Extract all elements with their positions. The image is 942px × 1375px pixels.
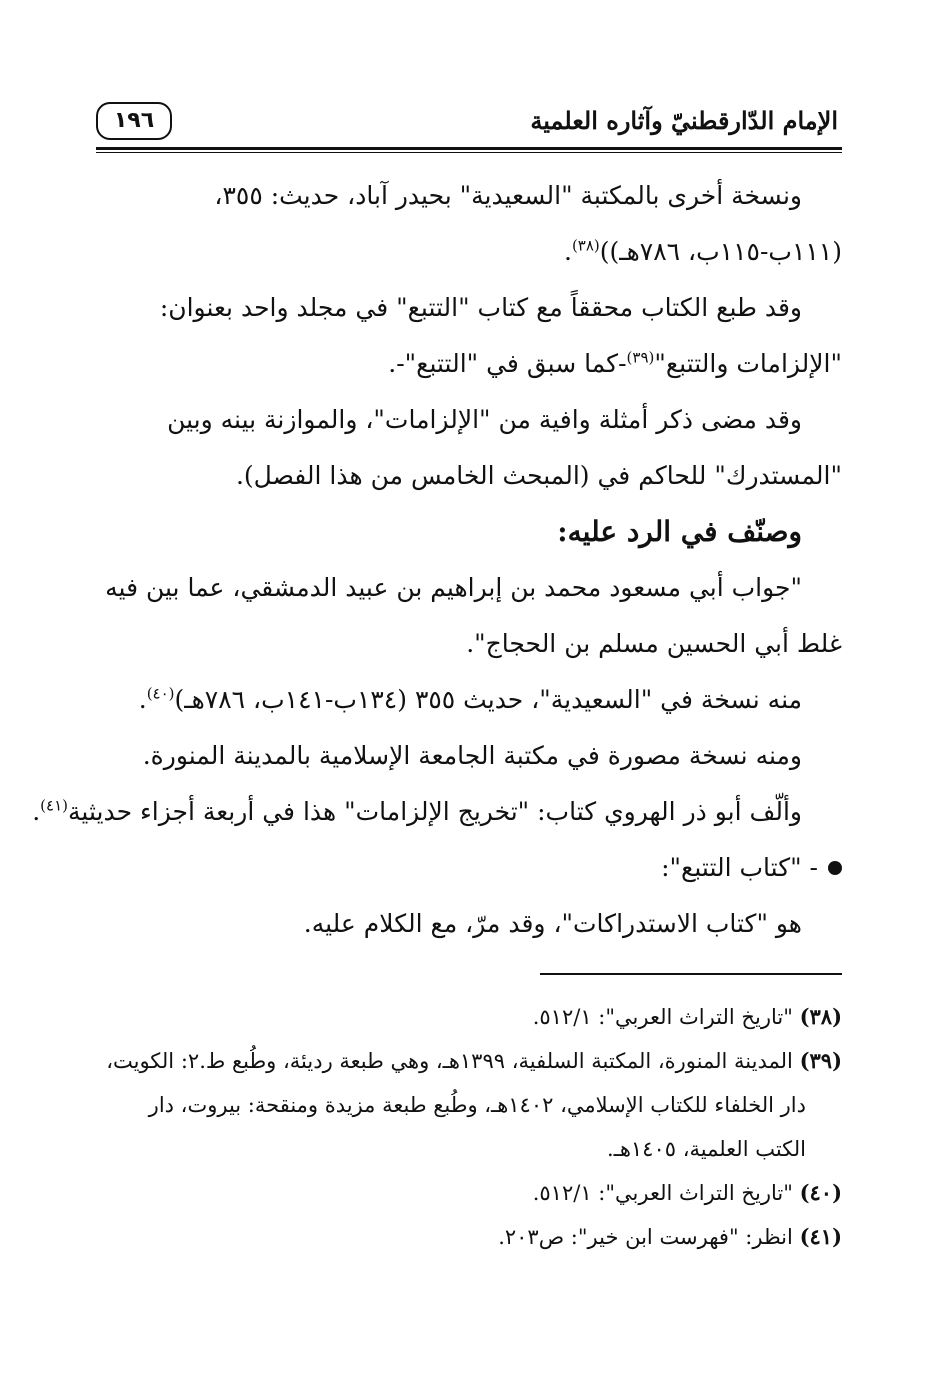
- text-run: وألّف أبو ذر الهروي كتاب: "تخريج الإلزامات" هذا في أربعة أجزاء حديثية: [68, 797, 802, 826]
- paragraph-line: "جواب أبي مسعود محمد بن إبراهيم بن عبيد الدمشقي، عما بين فيه: [105, 573, 802, 602]
- footnote-text: "تاريخ التراث العربي": ٥١٢/١.: [532, 1181, 793, 1205]
- paragraph-line: وقد مضى ذكر أمثلة وافية من "الإلزامات"، والموازنة بينه وبين: [167, 405, 802, 434]
- section-heading: وصنّف في الرد عليه:: [557, 515, 802, 548]
- header-rule-thin: [96, 152, 842, 153]
- bullet-icon: [828, 861, 842, 875]
- main-text: [32, 168, 842, 952]
- text-run: .: [563, 237, 572, 266]
- header-rule: [96, 147, 842, 150]
- page-header: [96, 100, 842, 146]
- footnote: [100, 1215, 842, 1259]
- footnote-text: انظر: "فهرست ابن خير": ص٢٠٣.: [498, 1225, 793, 1249]
- paragraph-line: [32, 784, 842, 840]
- text-run: -كما سبق في "التتبع"-.: [388, 349, 627, 378]
- paragraph-line: ونسخة أخرى بالمكتبة "السعيدية" بحيدر آباد، حديث: ٣٥٥،: [214, 181, 802, 210]
- footnote-ref[interactable]: (٣٩): [626, 348, 655, 367]
- footnote-number: (٣٨): [799, 1004, 842, 1029]
- footnote: [100, 1171, 842, 1215]
- footnote-ref[interactable]: (٣٨): [571, 236, 600, 255]
- footnote: [100, 995, 842, 1039]
- footnotes: [100, 995, 842, 1259]
- footnote-number: (٤١): [799, 1224, 842, 1249]
- paragraph-line: ومنه نسخة مصورة في مكتبة الجامعة الإسلامية بالمدينة المنورة.: [142, 741, 802, 770]
- footnote-number: (٣٩): [799, 1048, 842, 1073]
- footnote-text: "تاريخ التراث العربي": ٥١٢/١.: [532, 1005, 793, 1029]
- paragraph-line: [100, 672, 842, 728]
- text-run: منه نسخة في "السعيدية"، حديث ٣٥٥ (١٣٤ب-١٤١ب، ٧٨٦هـ): [174, 685, 802, 714]
- paragraph-line: [100, 224, 842, 280]
- page-number: ١٩٦: [96, 102, 172, 140]
- paragraph-line: "المستدرك" للحاكم في (المبحث الخامس من هذا الفصل).: [235, 461, 842, 490]
- text-run: .: [138, 685, 147, 714]
- paragraph-line: وقد طبع الكتاب محققاً مع كتاب "التتبع" في مجلد واحد بعنوان:: [159, 293, 802, 322]
- text-run: (١١١ب-١١٥ب، ٧٨٦هـ)): [599, 237, 842, 266]
- footnote-separator: [540, 973, 842, 975]
- footnote-continuation: الكتب العلمية، ١٤٠٥هـ.: [607, 1137, 806, 1161]
- text-run: .: [32, 797, 41, 826]
- bullet-list-item: [100, 840, 842, 896]
- footnote-ref[interactable]: (٤٠): [146, 684, 175, 703]
- paragraph-line: غلط أبي الحسين مسلم بن الحجاج".: [466, 629, 842, 658]
- footnote-text: المدينة المنورة، المكتبة السلفية، ١٣٩٩هـ، وهي طبعة رديئة، وطُبع ط.٢: الكويت،: [106, 1049, 793, 1073]
- footnote-number: (٤٠): [799, 1180, 842, 1205]
- running-title: الإمام الدّارقطنيّ وآثاره العلمية: [530, 106, 838, 135]
- bullet-text: - "كتاب التتبع":: [661, 853, 818, 882]
- footnote-continuation: دار الخلفاء للكتاب الإسلامي، ١٤٠٢هـ، وطُبع طبعة مزيدة ومنقحة: بيروت، دار: [148, 1093, 806, 1117]
- text-run: "الإلزامات والتتبع": [654, 349, 842, 378]
- footnote: [100, 1039, 842, 1083]
- paragraph-line: هو "كتاب الاستدراكات"، وقد مرّ، مع الكلام عليه.: [303, 909, 802, 938]
- paragraph-line: [100, 336, 842, 392]
- footnote-ref[interactable]: (٤١): [40, 796, 69, 815]
